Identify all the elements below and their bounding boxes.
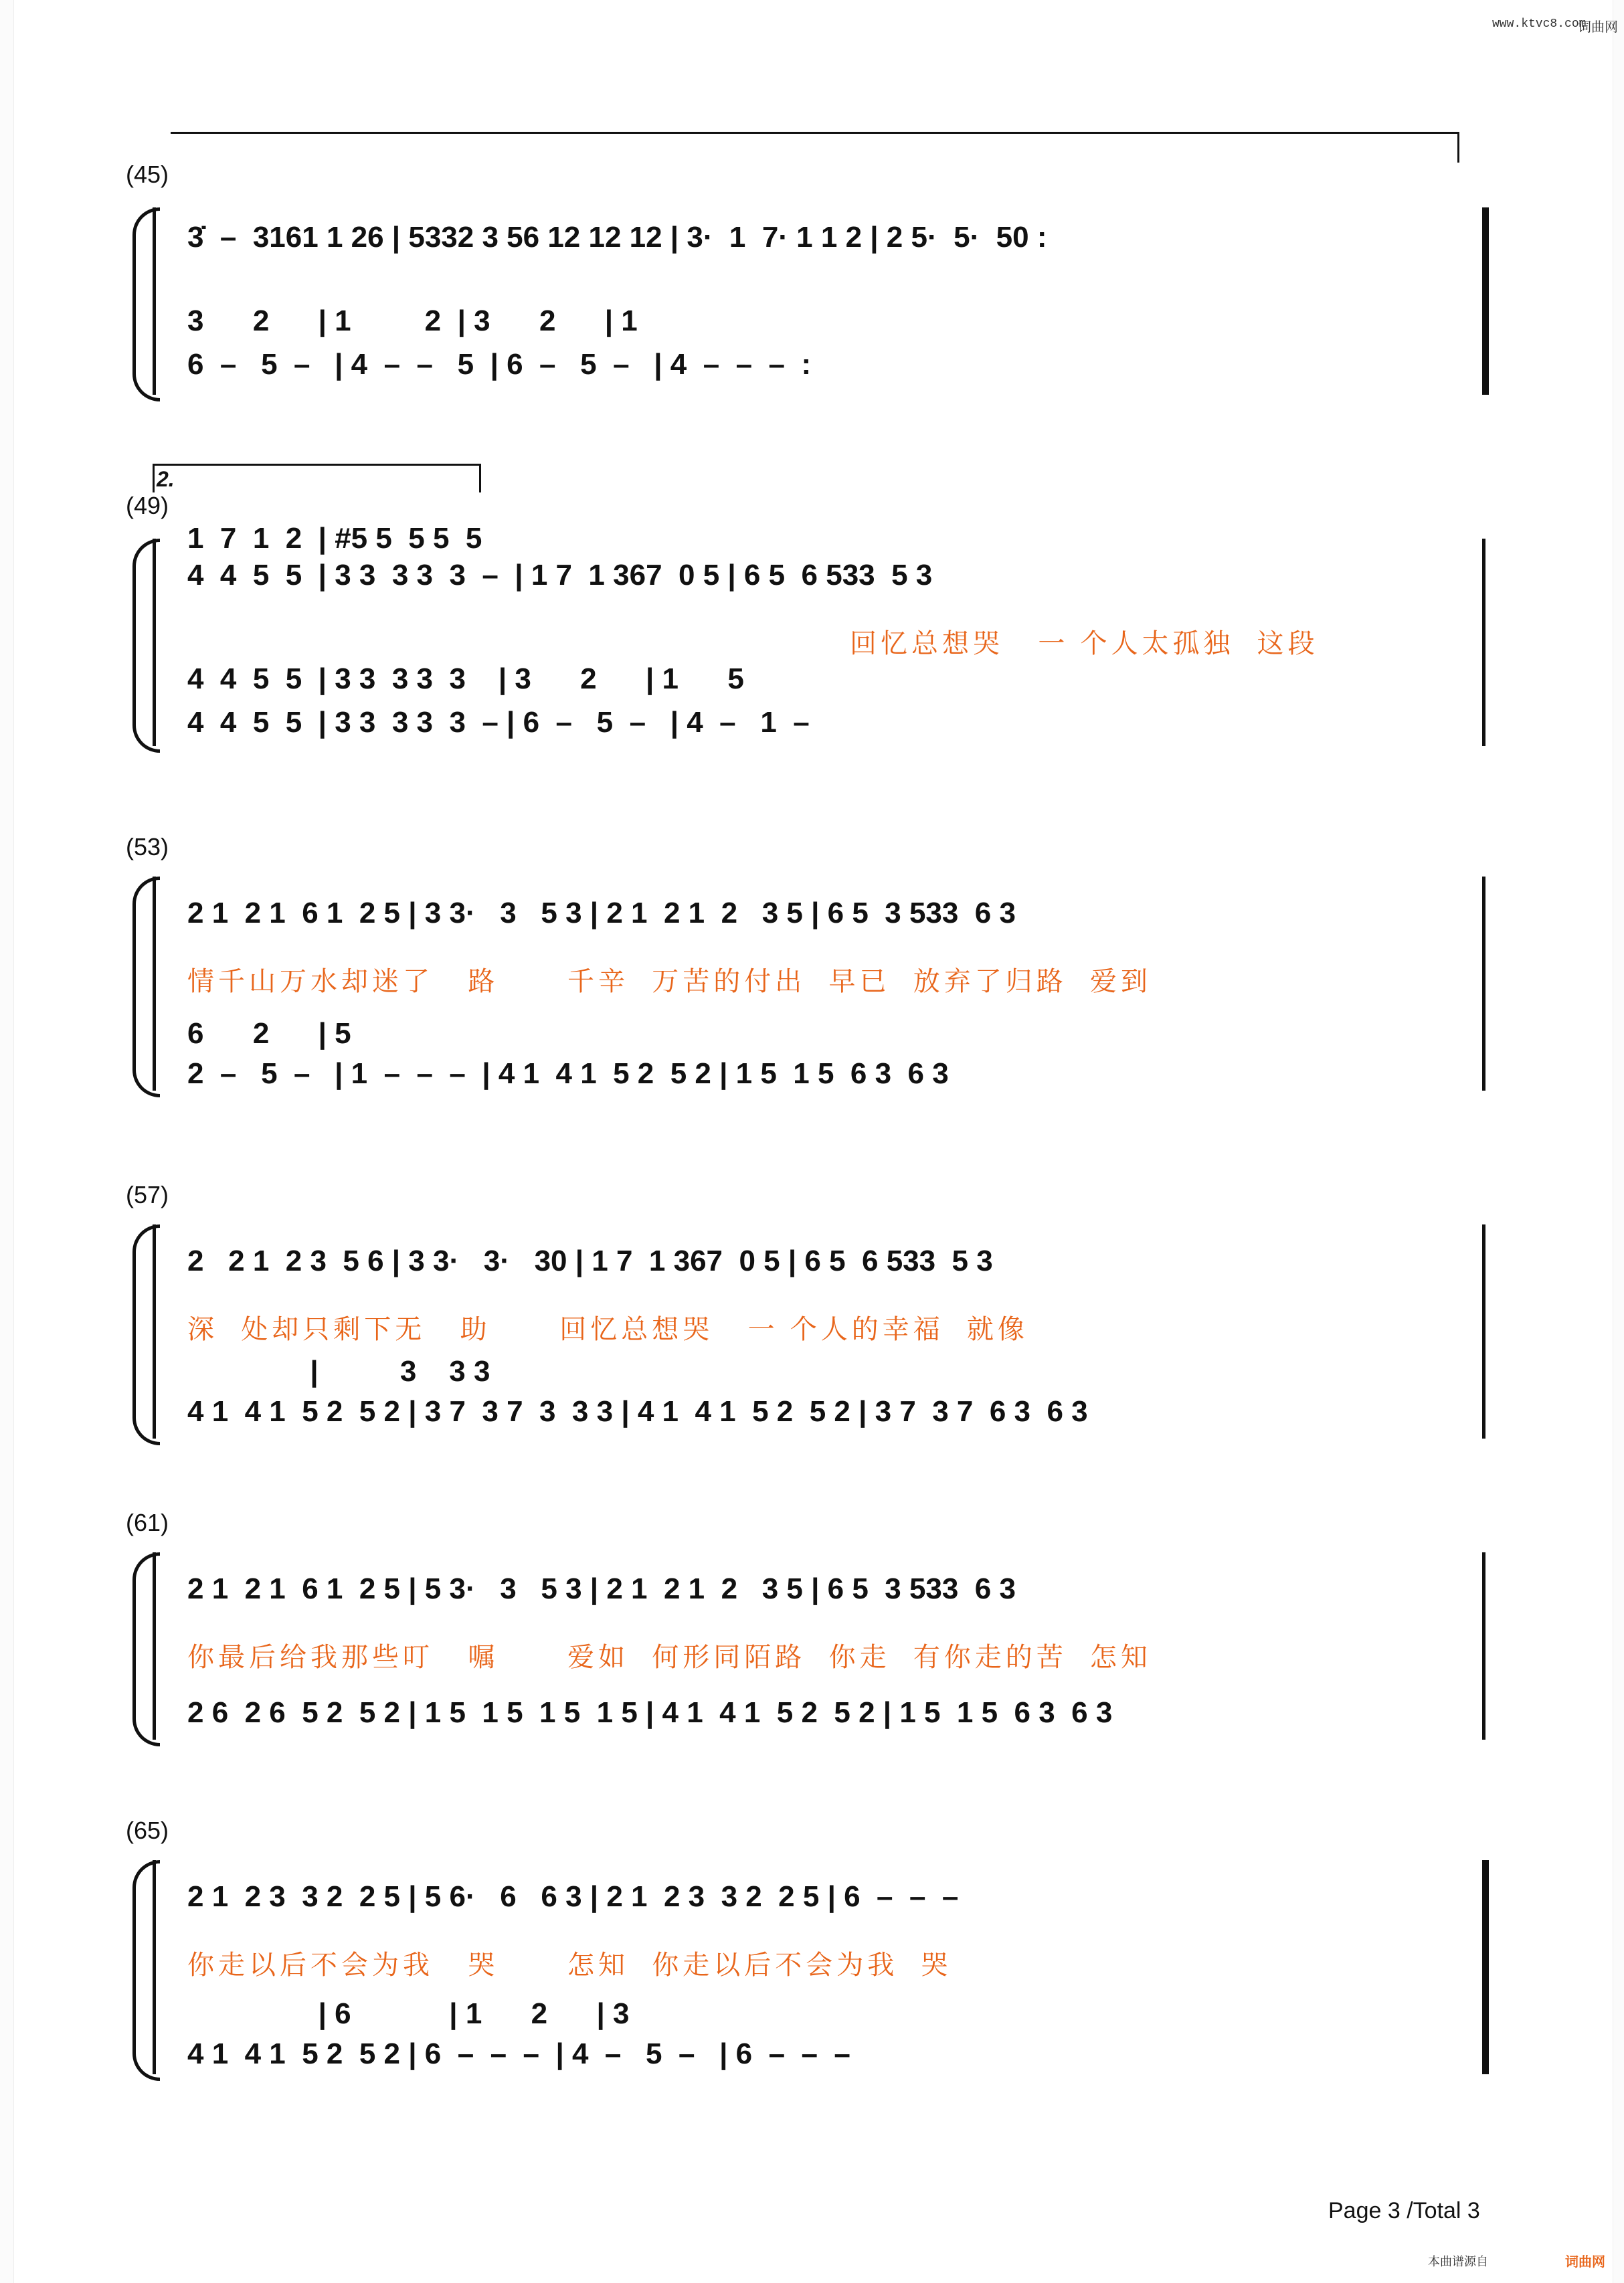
system-right-barline: [1482, 539, 1485, 746]
system-right-barline: [1482, 1224, 1485, 1439]
system-57: [127, 1181, 1499, 1462]
volta-bracket: [153, 464, 481, 492]
bass-lower-notes: 2 6 2 6 5 2 5 2 | 1 5 1 5 1 5 1 5 | 4 1 4 1 5 2 5 2 | 1 5 1 5 6 3 6 3: [187, 1696, 1113, 1729]
treble-notes: 2 1 2 1 6 1 2 5 | 3 3· 3 5 3 | 2 1 2 1 2 3 5 | 6 5 3 533 6 3: [187, 897, 1016, 929]
bass-lower-notes: 4 4 5 5 | 3 3 3 3 3 – | 6 – 5 – | 4 – 1 –: [187, 706, 810, 739]
bass-upper-notes: | 3 3 3: [187, 1355, 490, 1388]
lyrics-line: 你最后给我那些叮 嘱 爱如 何形同陌路 你走 有你走的苦 怎知: [187, 1643, 1152, 1672]
bass-lower-notes: 4 1 4 1 5 2 5 2 | 6 – – – | 4 – 5 – | 6 – – –: [187, 2037, 850, 2070]
footer-brand-logo: 词曲网: [1565, 2255, 1605, 2270]
page-indicator: Page 3 /Total 3: [1328, 2198, 1480, 2223]
treble-notes: 2 1 2 3 3 2 2 5 | 5 6· 6 6 3 | 2 1 2 3 3 2 2 5 | 6 – – –: [187, 1880, 959, 1913]
measure-number: (65): [126, 1817, 169, 1844]
bass-lower-notes: 2 – 5 – | 1 – – – | 4 1 4 1 5 2 5 2 | 1 5 1 5 6 3 6 3: [187, 1057, 949, 1090]
bass-lower-notes: 6 – 5 – | 4 – – 5 | 6 – 5 – | 4 – – – :: [187, 348, 812, 381]
system-right-barline: [1482, 877, 1485, 1091]
treble-notes: 2 1 2 1 6 1 2 5 | 5 3· 3 5 3 | 2 1 2 1 2 3 5 | 6 5 3 533 6 3: [187, 1572, 1016, 1605]
measure-number: (53): [126, 833, 169, 860]
measure-number: (49): [126, 492, 169, 519]
system-53: [127, 833, 1499, 1114]
system-right-barline: [1482, 1552, 1485, 1740]
treble-upper-notes: 1 7 1 2 | #5 5 5 5 5: [187, 522, 482, 555]
measure-number: (57): [126, 1181, 169, 1208]
bass-upper-notes: 4 4 5 5 | 3 3 3 3 3 | 3 2 | 1 5: [187, 662, 744, 695]
system-left-barline: [153, 1224, 156, 1439]
system-left-barline: [153, 207, 156, 395]
treble-notes: 2 2 1 2 3 5 6 | 3 3· 3· 30 | 1 7 1 367 0 5 | 6 5 6 533 5 3: [187, 1245, 993, 1277]
repeat-endbar: [1482, 207, 1489, 395]
header-brand: 词曲网: [1578, 20, 1618, 35]
system-left-barline: [153, 1860, 156, 2074]
top-bracket-line: [171, 132, 1459, 134]
bass-upper-notes: 6 2 | 5: [187, 1017, 351, 1050]
bass-upper-notes: 3 2 | 1 2 | 3 2 | 1: [187, 304, 638, 337]
lyrics-line: 深 处却只剩下无 助 回忆总想哭 一 个人的幸福 就像: [187, 1315, 1028, 1344]
left-margin-strip: [0, 0, 14, 2283]
system-left-barline: [153, 877, 156, 1091]
system-61: [127, 1509, 1499, 1763]
header-url: www.ktvc8.com: [1492, 17, 1587, 31]
treble-notes: 4 4 5 5 | 3 3 3 3 3 – | 1 7 1 367 0 5 | 6 5 6 533 5 3: [187, 559, 933, 591]
bass-upper-notes: | 6 | 1 2 | 3: [187, 1997, 630, 2030]
lyrics-line: 回忆总想哭 一 个人太孤独 这段: [850, 629, 1319, 658]
footer-source-note: 本曲谱源自: [1428, 2255, 1488, 2268]
system-49: [127, 492, 1499, 773]
lyrics-line: 你走以后不会为我 哭 怎知 你走以后不会为我 哭: [187, 1950, 952, 1980]
lyrics-line: 情千山万水却迷了 路 千辛 万苦的付出 早已 放弃了归路 爱到: [187, 967, 1152, 996]
bass-lower-notes: 4 1 4 1 5 2 5 2 | 3 7 3 7 3 3 3 | 4 1 4 1 5 2 5 2 | 3 7 3 7 6 3 6 3: [187, 1395, 1088, 1428]
system-65: [127, 1817, 1499, 2098]
treble-notes: 3̇ – 3161 1 26 | 5332 3 56 12 12 12 | 3· 1 7· 1 1 2 | 2 5· 5· 50 :: [187, 221, 1047, 254]
volta-label: 2.: [157, 467, 175, 491]
measure-number: (45): [126, 161, 169, 188]
final-endbar: [1482, 1860, 1489, 2074]
system-left-barline: [153, 539, 156, 746]
right-margin-strip: [1613, 0, 1624, 2283]
measure-number: (61): [126, 1509, 169, 1536]
system-45: [127, 154, 1499, 408]
system-left-barline: [153, 1552, 156, 1740]
